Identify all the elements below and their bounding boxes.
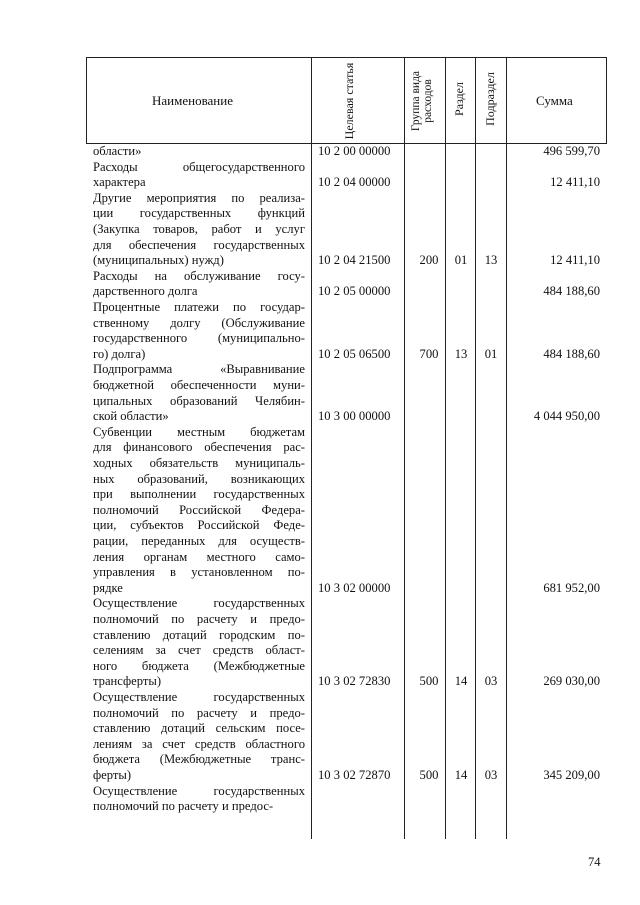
col-border-left	[86, 57, 87, 143]
row-code: 10 2 04 21500	[318, 253, 391, 268]
row-name-line: полномочий по расчету и предо-	[93, 705, 305, 720]
row-name-line: ных образований, возникающих	[93, 471, 305, 486]
row-name-line: Подпрограмма «Выравнивание	[93, 362, 305, 377]
row-name-line: Осуществление государственных	[93, 783, 305, 798]
row-sum: 681 952,00	[543, 580, 600, 595]
header-sum: Сумма	[536, 93, 573, 108]
row-section: 14	[454, 674, 468, 689]
row-sum: 12 411,10	[550, 175, 600, 190]
row-name-line: ственному долгу (Обслуживание	[93, 315, 305, 330]
row-code: 10 3 02 72830	[318, 674, 391, 689]
col-border-code	[404, 57, 405, 839]
row-name-line: рядке	[93, 580, 123, 595]
header-group	[410, 58, 440, 144]
row-sum: 484 188,60	[543, 284, 600, 299]
row-section: 01	[454, 253, 468, 268]
row-name-line: ления органам местного само-	[93, 549, 305, 564]
row-sum: 345 209,00	[543, 768, 600, 782]
row-sum: 269 030,00	[543, 674, 600, 689]
header-section: Раздел	[452, 82, 466, 116]
row-code: 10 2 00 00000	[318, 144, 391, 158]
row-code: 10 3 02 00000	[318, 580, 391, 595]
row-name-line: лениям за счет средств областного	[93, 736, 305, 751]
col-border-group	[445, 57, 446, 839]
row-sum: 4 044 950,00	[533, 409, 600, 424]
row-name-line: бюджета (Межбюджетные транс-	[93, 752, 305, 767]
row-subsection: 03	[484, 674, 498, 689]
row-name-line: ции государственных функций	[93, 206, 305, 221]
row-sum: 484 188,60	[543, 346, 600, 361]
row-name-line: селениям за счет средств област-	[93, 643, 305, 658]
row-name-line: характера	[93, 175, 146, 190]
row-name-line: управления в установленном по-	[93, 565, 305, 580]
row-subsection: 03	[484, 768, 498, 782]
row-code: 10 2 04 00000	[318, 175, 391, 190]
row-name-line: Другие мероприятия по реализа-	[93, 190, 305, 205]
row-name-line: Расходы общегосударственного	[93, 159, 305, 174]
row-name-line: Осуществление государственных	[93, 596, 305, 611]
row-name-line: го) долга)	[93, 346, 146, 361]
row-code: 10 2 05 00000	[318, 284, 391, 299]
row-subsection: 13	[484, 253, 498, 268]
col-border-section	[475, 57, 476, 839]
row-name-line: при выполнении государственных	[93, 487, 305, 502]
header-target-text: Целевая статья	[342, 62, 356, 140]
row-name-line: (муниципальных) нужд)	[93, 253, 224, 268]
row-name-line: ставлению дотаций городским по-	[93, 627, 305, 642]
row-name-line: области»	[93, 144, 142, 158]
row-code: 10 3 02 72870	[318, 768, 391, 782]
row-name-line: ставлению дотаций сельским посе-	[93, 721, 305, 736]
row-subsection: 01	[484, 346, 498, 361]
row-name-line: для обеспечения государственных	[93, 237, 305, 252]
header-target	[343, 51, 373, 151]
row-name-line: Процентные платежи по государ-	[93, 300, 305, 314]
row-name-line: Расходы на обслуживание госу-	[93, 268, 305, 283]
header-subsection: Подраздел	[483, 72, 497, 126]
row-name-line: Осуществление государственных	[93, 690, 305, 704]
row-group: 500	[419, 768, 439, 782]
col-border-right	[606, 57, 607, 143]
row-code: 10 2 05 06500	[318, 346, 391, 361]
row-group: 500	[419, 674, 439, 689]
row-name-line: полномочий по расчету и предос-	[93, 799, 274, 814]
row-name-line: государственного (муниципально-	[93, 331, 305, 346]
row-name-line: ской области»	[93, 409, 169, 424]
row-name-line: ферты)	[93, 768, 132, 782]
row-section: 14	[454, 768, 468, 782]
row-group: 700	[419, 346, 439, 361]
row-code: 10 3 00 00000	[318, 409, 391, 424]
row-name-line: рации, переданных для осуществ-	[93, 534, 305, 548]
row-name-line: трансферты)	[93, 674, 162, 689]
row-name-line: бюджетной обеспеченности муни-	[93, 378, 305, 392]
row-group: 200	[419, 253, 439, 268]
header-name: Наименование	[152, 93, 233, 108]
row-name-line: ходных обязательств муниципаль-	[93, 456, 305, 470]
col-border-subsection	[506, 57, 507, 839]
row-sum: 12 411,10	[550, 253, 600, 268]
row-name-line: Субвенции местным бюджетам	[93, 424, 305, 439]
row-name-line: полномочий Российской Федера-	[93, 502, 305, 517]
row-name-line: ципальных образований Челябин-	[93, 393, 305, 408]
row-sum: 496 599,70	[543, 144, 600, 158]
col-border-name	[311, 57, 312, 839]
row-name-line: (Закупка товаров, работ и услуг	[93, 222, 305, 236]
row-name-line: дарственного долга	[93, 284, 198, 299]
row-section: 13	[454, 346, 468, 361]
row-name-line: для финансового обеспечения рас-	[93, 440, 305, 455]
row-name-line: полномочий по расчету и предо-	[93, 612, 305, 626]
row-name-line: ного бюджета (Межбюджетные	[93, 658, 305, 673]
page-number: 74	[588, 855, 601, 869]
header-group-text: Группа вида расходов	[410, 70, 434, 132]
row-name-line: ции, субъектов Российской Феде-	[93, 518, 305, 533]
